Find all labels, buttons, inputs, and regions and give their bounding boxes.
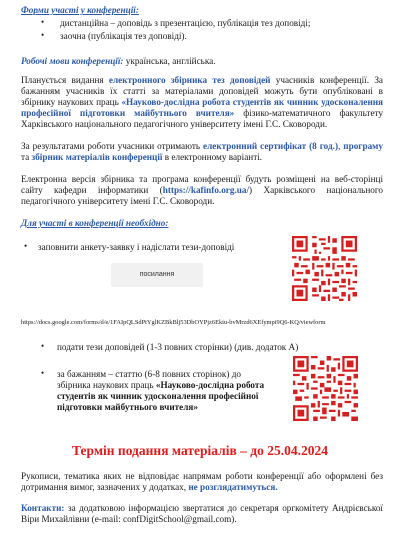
participation-item-form: заповнити анкету-заявку і надіслати тези-доповіді	[38, 242, 235, 252]
kafinfo-link[interactable]: https://kafinfo.org.ua/	[162, 185, 250, 195]
article-text: за бажанням – статтю (6-8 повних сторінок) до збірника наукових праць	[57, 369, 241, 390]
results-text: За результатами роботи учасники отримають	[21, 141, 204, 151]
bullet-icon: •	[41, 368, 45, 378]
contacts-text: за додатковою інформацією звертатися до секретаря оргкомітету Андрієвської Віри Михайлівни (e-mail:	[21, 503, 383, 524]
qr-code-form-icon	[292, 236, 357, 301]
contact-email[interactable]: confDigitSchool@gmail.com	[123, 514, 232, 524]
contacts-paragraph	[21, 503, 383, 525]
participation-item-theses: подати тези доповідей (1-3 повних сторінки) (див. додаток А)	[57, 342, 299, 352]
qr-code-journal-icon	[293, 356, 358, 421]
publication-paragraph	[21, 75, 383, 130]
publication-journal: «Науково-дослідна робота студентів як чинник удосконалення професійної підготовки майбутнього вчителя»	[21, 97, 383, 118]
results-program: програму	[343, 141, 384, 151]
publication-text: фізико-математичного факультету Харківського національного педагогічного університету імені Г.С. Сковороди.	[21, 108, 384, 129]
electronic-paragraph	[21, 174, 383, 207]
forms-item-remote: дистанційна – доповідь з презентацією, публікація тез доповіді;	[60, 18, 311, 28]
form-url[interactable]: https://docs.google.com/forms/d/e/1FAIpQLSdPtYglKZBkBlj53DbOYPjz6Ekiu-bvMrzd6XEfympi9Q6-KQ/viewform	[21, 319, 326, 326]
deadline-title: Термін подання матеріалів – до 25.04.2024	[72, 443, 328, 458]
results-text: ,	[338, 141, 344, 151]
participation-item-article	[57, 369, 270, 413]
publication-collection: електронного збірника тез доповідей	[108, 75, 271, 85]
form-link-button[interactable]: посилання	[111, 263, 203, 287]
results-text: та	[21, 152, 32, 162]
languages-line	[21, 56, 383, 67]
results-text: в електронному варіанті.	[162, 152, 263, 162]
note-emphasis: не розглядатимуться.	[188, 482, 278, 492]
languages-label: Робочі мови конференції:	[21, 56, 124, 66]
electronic-text: Електронна версія збірника та програма конференції будуть розміщені на веб-сторінці сайту кафедри інформатики (	[21, 174, 383, 195]
bullet-icon: •	[41, 30, 45, 40]
results-certificate: електронний сертифікат (8 год.)	[203, 141, 339, 151]
publication-text: учасників конференції. За бажанням учасників їх статті за матеріалами доповідей можуть бути опубліковані в збірнику наукових праць	[21, 75, 384, 107]
participation-heading: Для участі в конференції необхідно:	[21, 218, 169, 228]
bullet-icon: •	[41, 17, 45, 27]
languages-value: українська, англійська.	[123, 56, 216, 66]
results-collection: збірник матеріалів конференції	[31, 152, 163, 162]
electronic-text: ) Харківського національного педагогічного університету імені Г.С. Сковороди.	[21, 185, 383, 206]
publication-text: Планується видання	[21, 75, 109, 85]
note-text: Рукописи, тематика яких не відповідає напрямам роботи конференції або оформлені без дотримання вимог, зазначених у додатках,	[21, 471, 383, 492]
contacts-label: Контакти:	[21, 503, 65, 513]
article-journal: «Науково-дослідна робота студентів як чинник удосконалення професійної підготовки майбутнього вчителя»	[57, 380, 265, 412]
bullet-icon: •	[24, 241, 28, 251]
contacts-text: ).	[231, 514, 237, 524]
results-paragraph	[21, 141, 383, 163]
bullet-icon: •	[41, 341, 45, 351]
forms-item-correspondence: заочна (публікація тез доповіді).	[60, 31, 187, 41]
rejection-note	[21, 471, 383, 493]
forms-heading: Форми участі у конференції:	[21, 5, 139, 15]
